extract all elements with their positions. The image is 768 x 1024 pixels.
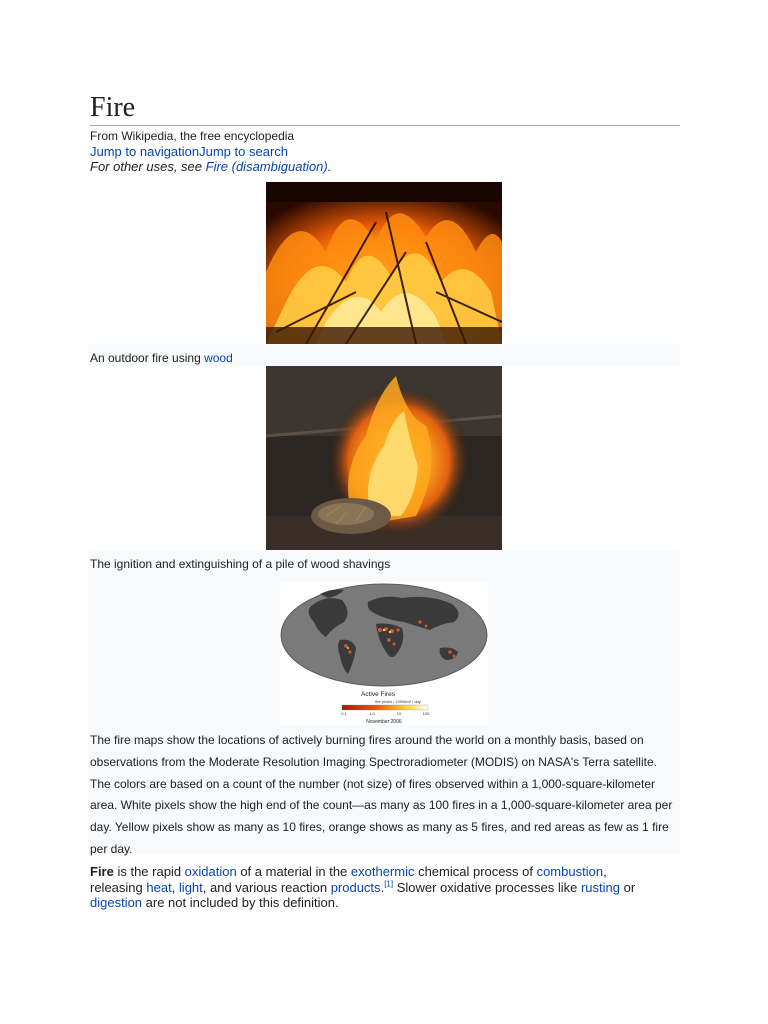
map-legend-title: Active Fires <box>361 691 395 698</box>
oxidation-link[interactable]: oxidation <box>184 864 237 879</box>
jump-to-navigation-link[interactable]: Jump to navigation <box>90 144 200 159</box>
map-legend-tick-1: 0.1 <box>341 711 347 716</box>
outdoor-fire-image[interactable] <box>266 182 502 344</box>
lead-text: chemical process of <box>414 864 537 879</box>
map-legend-tick-2: 1.0 <box>369 711 375 716</box>
active-fires-map-image[interactable] <box>280 582 488 725</box>
hatnote-suffix: . <box>327 159 332 174</box>
rusting-link[interactable]: rusting <box>580 879 620 895</box>
light-link[interactable]: light <box>178 879 203 895</box>
heat-link[interactable]: heat <box>146 879 172 895</box>
jump-to-search-link[interactable]: Jump to search <box>199 144 288 159</box>
combustion-link[interactable]: combustion <box>536 864 604 879</box>
figure-caption-3: The fire maps show the locations of actively burning fires around the world on a monthly basis, based on observations from the Moderate Resolution Imaging Spectroradiometer (MODIS) on NASA's Terra satellite. The colors are based on a count of the number (not size) of fires observed within a 1,000-square-kilometer area. White pixels show the high end of the count—as many as 100 fires in a 1,000-square-kilometer area per day. Yellow pixels show as many as 10 fires, orange shows as many as 5 fires, and red areas as few as 1 fire per day. <box>90 733 673 856</box>
site-tagline: From Wikipedia, the free encyclopedia <box>90 129 295 143</box>
lead-text: , <box>171 879 179 895</box>
lead-text: Slower oxidative processes like <box>393 879 581 895</box>
page-title: Fire <box>90 92 136 123</box>
map-legend-tick-4: 100 <box>422 711 430 716</box>
lead-text: of a material in the <box>236 864 351 879</box>
hatnote <box>90 159 331 174</box>
products-link[interactable]: products <box>330 879 381 895</box>
exothermic-link[interactable]: exothermic <box>350 864 415 879</box>
wood-link[interactable]: wood <box>204 351 233 365</box>
fire-disambiguation-link[interactable]: Fire (disambiguation) <box>205 159 328 174</box>
hatnote-prefix: For other uses, see <box>90 159 206 174</box>
figure-caption-text-1: An outdoor fire using <box>90 351 205 365</box>
lead-paragraph: Fire is the rapid oxidation of a material in the exothermic chemical process of combustion, releasing heat, light, and various reaction products.[1] Slower oxidative processes like rusting or digestion are not included by this definition. <box>90 864 636 911</box>
figure-caption-1 <box>90 351 233 366</box>
title-divider <box>90 125 680 126</box>
jump-links <box>90 144 288 159</box>
lead-text: , releasing <box>90 864 607 895</box>
lead-text: or <box>619 879 636 895</box>
lead-text: , and various reaction <box>202 879 331 895</box>
map-legend-date: November 2006 <box>366 719 402 725</box>
map-legend-tick-3: 10 <box>396 711 402 716</box>
reference-1-link[interactable]: [1] <box>384 879 394 889</box>
lead-text: are not included by this definition. <box>142 895 339 911</box>
lead-term: Fire <box>90 864 114 879</box>
lead-text: is the rapid <box>113 864 185 879</box>
map-legend-scale: fire pixels / 1000km² / day <box>375 699 421 704</box>
figure-caption-2: The ignition and extinguishing of a pile of wood shavings <box>90 557 391 571</box>
digestion-link[interactable]: digestion <box>90 895 143 911</box>
wood-shavings-fire-image[interactable] <box>266 366 502 550</box>
